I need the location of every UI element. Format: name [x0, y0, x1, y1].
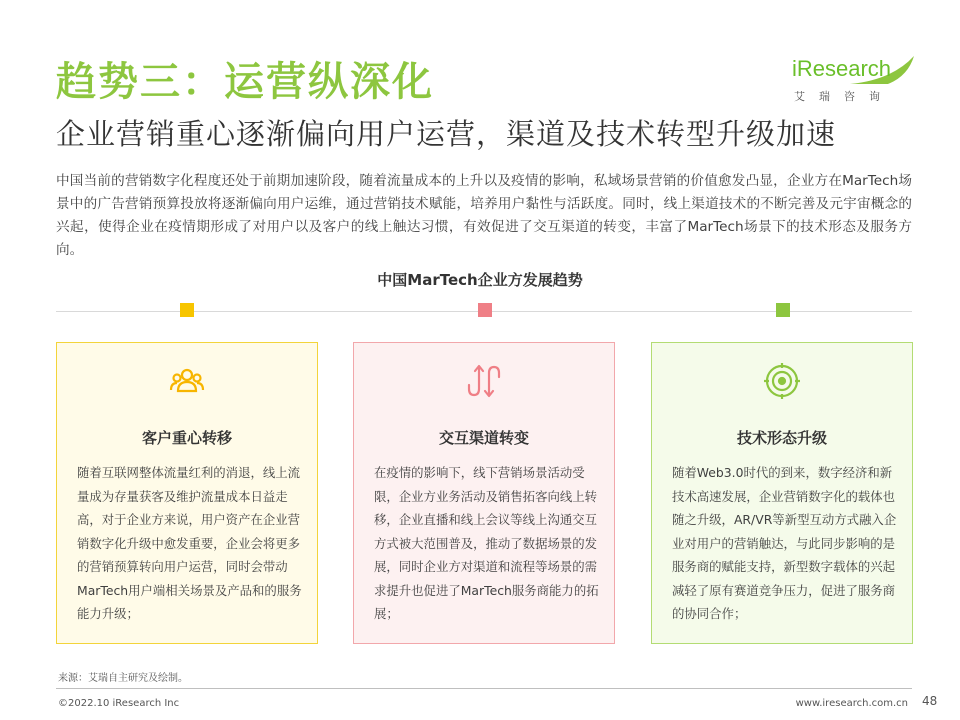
marker-square-green: [776, 303, 790, 317]
page-subtitle: 企业营销重心逐渐偏向用户运营，渠道及技术转型升级加速: [56, 117, 837, 151]
iresearch-logo: [792, 54, 916, 106]
marker-square-yellow: [180, 303, 194, 317]
card-body: 随着互联网整体流量红利的消退，线上流量成为存量获客及维护流量成本日益走高，对于企业方来说，用户资产在企业营销数字化升级中愈发重要，企业会将更多的营销预算转向用户运营，同时会带动MarTech用户端相关场景及产品和的服务能力升级；: [77, 465, 302, 621]
trend-card-channel: [353, 342, 615, 644]
trend-card-customer: [56, 342, 318, 644]
copyright: ©2022.10 iResearch Inc: [58, 698, 180, 709]
logo-wordmark: iResearch: [792, 56, 892, 81]
card-body: 随着Web3.0时代的到来，数字经济和新技术高速发展，企业营销数字化的载体也随之升级，AR/VR等新型互动方式融入企业对用户的营销触达，与此同步影响的是服务商的赋能支持，新型数字载体的兴起减轻了原有赛道竞争压力，促进了服务商的协同合作；: [672, 465, 897, 621]
section-heading: 中国MarTech企业方发展趋势: [377, 271, 583, 289]
card-title: 交互渠道转变: [438, 429, 529, 447]
card-title: 技术形态升级: [736, 429, 827, 447]
exchange-arrows-icon: [464, 361, 504, 401]
source-note: 来源：艾瑞自主研究及绘制。: [58, 673, 188, 684]
logo-subtitle: 艾瑞咨询: [794, 90, 894, 103]
users-icon: [167, 361, 207, 401]
footer-divider: [56, 688, 912, 689]
page-number: 48: [922, 694, 938, 708]
website-link[interactable]: www.iresearch.com.cn: [795, 698, 908, 709]
target-icon: [762, 361, 802, 401]
card-body: 在疫情的影响下，线下营销场景活动受限，企业方业务活动及销售拓客向线上转移，企业直播和线上会议等线上沟通交互方式被大范围普及，推动了数据场景的发展，同时企业方对渠道和流程等场景的需求提升也促进了MarTech服务商能力的拓展；: [374, 465, 599, 621]
intro-paragraph: 中国当前的营销数字化程度还处于前期加速阶段，随着流量成本的上升以及疫情的影响，私域场景营销的价值愈发凸显，企业方在MarTech场景中的广告营销预算投放将逐渐偏向用户运维，通过营销技术赋能，培养用户黏性与活跃度。同时，线上渠道技术的不断完善及元宇宙概念的兴起，使得企业在疫情期形成了对用户以及客户的线上触达习惯，有效促进了交互渠道的转变，丰富了MarTech场景下的技术形态及服务方向。: [56, 173, 912, 258]
card-title: 客户重心转移: [141, 429, 232, 447]
marker-square-pink: [478, 303, 492, 317]
trend-card-technology: [651, 342, 913, 644]
page-title: 趋势三：运营纵深化: [56, 59, 434, 105]
